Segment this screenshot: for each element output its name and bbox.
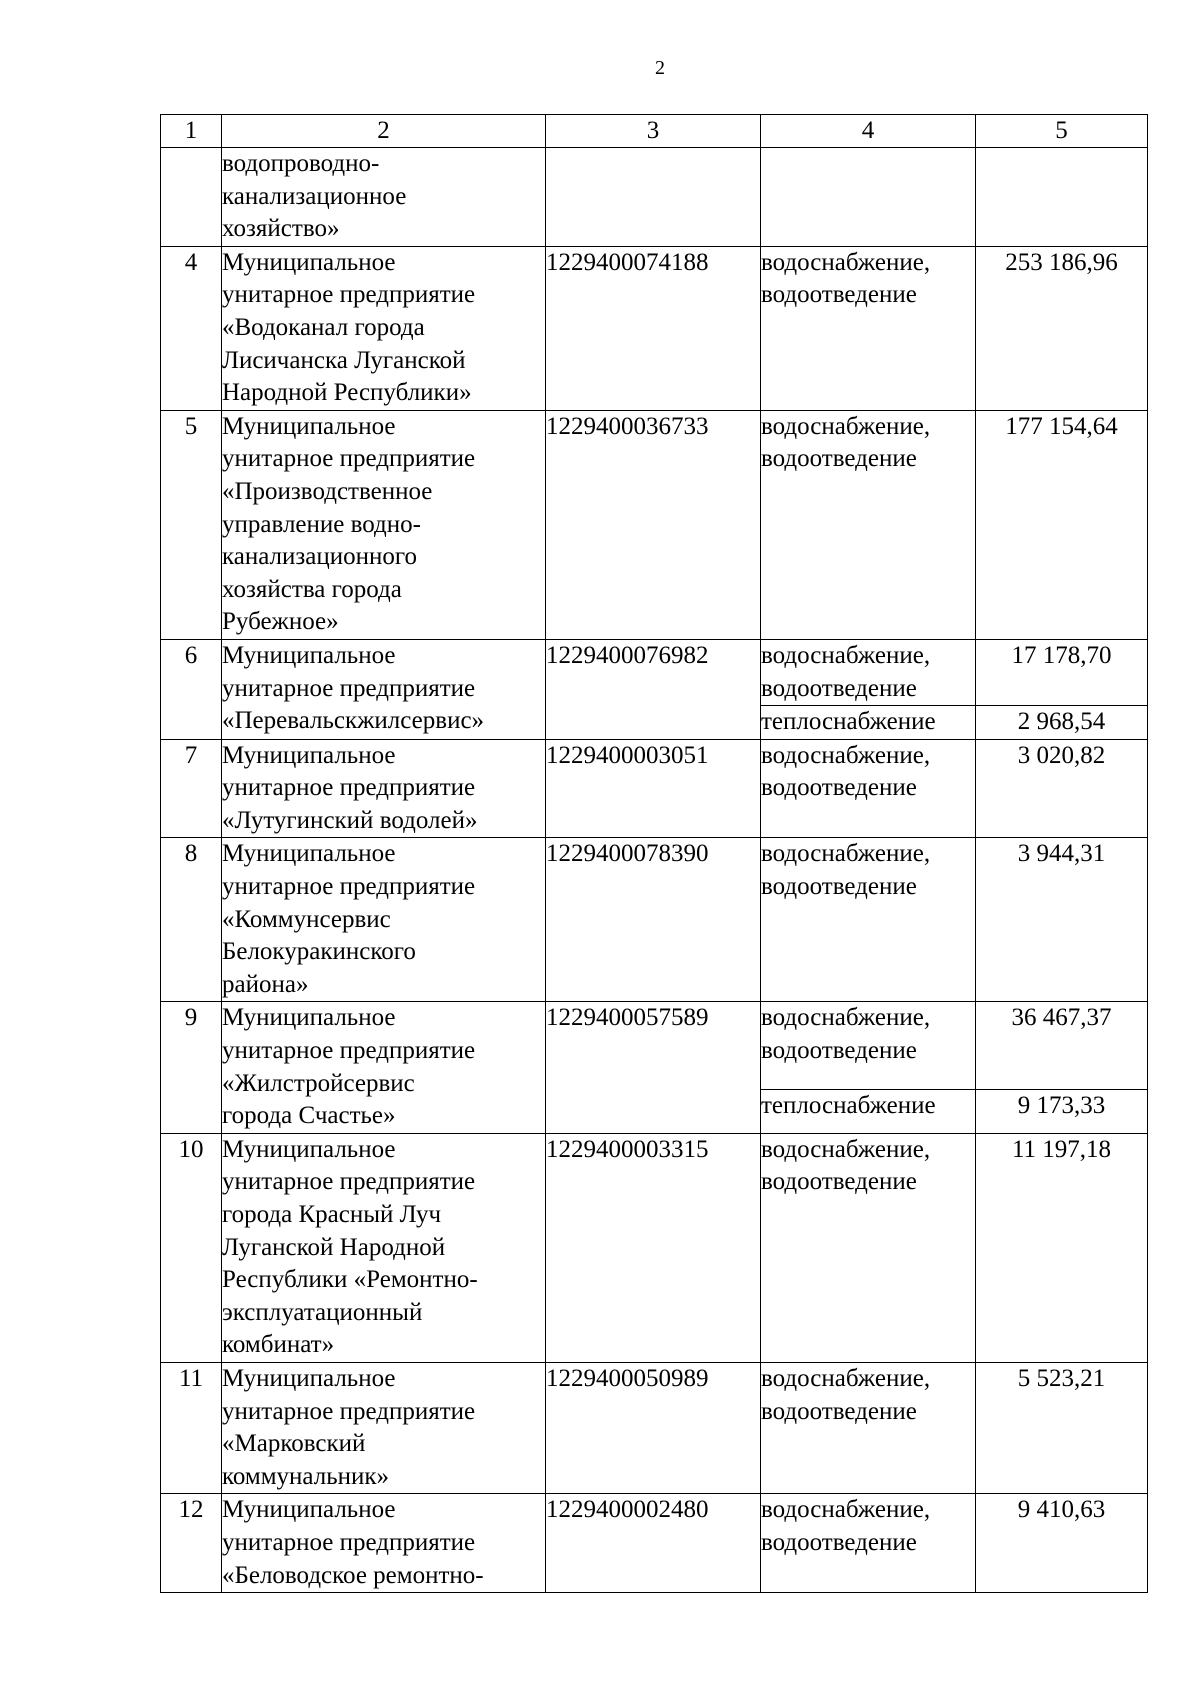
activity-type xyxy=(761,246,976,410)
ogrn-code xyxy=(546,1002,761,1133)
ogrn-code xyxy=(546,246,761,410)
ogrn-code xyxy=(546,410,761,639)
table-row xyxy=(161,838,1148,1002)
activity-type-text: теплоснабжение xyxy=(761,1091,936,1119)
enterprise-name xyxy=(222,1362,546,1493)
enterprise-name xyxy=(222,838,546,1002)
enterprise-name xyxy=(222,739,546,838)
row-number-text: 11 xyxy=(178,1364,204,1392)
ogrn-code-text: 1229400050989 xyxy=(546,1364,709,1392)
amount-value-text: 2 968,54 xyxy=(1017,708,1106,736)
amount-value-text: 177 154,64 xyxy=(1005,412,1118,440)
activity-type xyxy=(761,1002,976,1089)
activity-type-text: водоснабжение, водоотведение xyxy=(761,840,931,901)
activity-type-text: теплоснабжение xyxy=(761,708,936,736)
amount-value-text: 36 467,37 xyxy=(1011,1004,1112,1032)
amount-value xyxy=(976,1002,1148,1089)
amount-value xyxy=(976,1494,1148,1593)
activity-type xyxy=(761,1133,976,1362)
activity-type xyxy=(761,838,976,1002)
ogrn-code-text: 1229400074188 xyxy=(546,248,709,276)
row-number-text: 4 xyxy=(184,248,198,276)
row-number-text: 5 xyxy=(184,412,198,440)
amount-value-text: 11 197,18 xyxy=(1011,1135,1112,1163)
row-number-text: 10 xyxy=(178,1135,204,1163)
row-number-text: 12 xyxy=(178,1496,204,1524)
ogrn-code xyxy=(546,1362,761,1493)
table-row xyxy=(161,410,1148,639)
amount-value xyxy=(976,706,1148,740)
column-header-2: 2 xyxy=(222,115,546,148)
activity-type xyxy=(761,1494,976,1593)
row-number xyxy=(161,1362,222,1493)
column-number-header-row xyxy=(161,115,1148,148)
table-body xyxy=(161,115,1148,1593)
enterprise-name xyxy=(222,1494,546,1593)
table-row xyxy=(161,1002,1148,1089)
ogrn-code-text: 1229400003315 xyxy=(546,1135,709,1163)
table-row xyxy=(161,739,1148,838)
ogrn-code-text: 1229400057589 xyxy=(546,1004,709,1032)
enterprise-name-text: Муниципальное унитарное предприятие «Лутугинский водолей» xyxy=(222,741,478,834)
amount-value xyxy=(976,639,1148,705)
row-number-text: 9 xyxy=(184,1004,198,1032)
activity-type xyxy=(761,706,976,740)
column-header-4: 4 xyxy=(761,115,976,148)
column-header-5: 5 xyxy=(976,115,1148,148)
activity-type xyxy=(761,410,976,639)
enterprise-name xyxy=(222,639,546,739)
table-row xyxy=(161,246,1148,410)
row-number xyxy=(161,739,222,838)
column-header-3: 3 xyxy=(546,115,761,148)
row-number xyxy=(161,1002,222,1133)
amount-value xyxy=(976,1362,1148,1493)
table-row xyxy=(161,148,1148,247)
amount-value-text: 5 523,21 xyxy=(1017,1364,1106,1392)
amount-value-text: 9 173,33 xyxy=(1017,1091,1106,1119)
table-row xyxy=(161,639,1148,705)
amount-value-text: 3 020,82 xyxy=(1017,741,1106,769)
ogrn-code-text: 1229400003051 xyxy=(546,741,709,769)
amount-value-text: 3 944,31 xyxy=(1017,840,1106,868)
amount-value xyxy=(976,246,1148,410)
table-row xyxy=(161,1494,1148,1593)
column-header-1: 1 xyxy=(161,115,222,148)
ogrn-code-text: 1229400036733 xyxy=(546,412,709,440)
activity-type-text: водоснабжение, водоотведение xyxy=(761,412,931,473)
enterprise-name-text: Муниципальное унитарное предприятие «Коммунсервис Белокуракинского района» xyxy=(222,840,476,998)
amount-value xyxy=(976,1133,1148,1362)
amount-value xyxy=(976,1089,1148,1133)
ogrn-code xyxy=(546,838,761,1002)
activity-type xyxy=(761,1089,976,1133)
activity-type xyxy=(761,148,976,247)
row-number xyxy=(161,148,222,247)
activity-type xyxy=(761,1362,976,1493)
row-number xyxy=(161,838,222,1002)
ogrn-code xyxy=(546,1494,761,1593)
row-number xyxy=(161,1494,222,1593)
amount-value xyxy=(976,148,1148,247)
ogrn-code xyxy=(546,739,761,838)
ogrn-code-text: 1229400076982 xyxy=(546,641,709,669)
amount-value-text: 17 178,70 xyxy=(1011,641,1112,669)
enterprise-name xyxy=(222,1002,546,1133)
ogrn-code xyxy=(546,639,761,739)
ogrn-code xyxy=(546,148,761,247)
row-number-text: 8 xyxy=(184,840,198,868)
page-number: 2 xyxy=(655,57,665,79)
row-number-text: 7 xyxy=(184,741,198,769)
enterprise-name-text: Муниципальное унитарное предприятие «Производственное управление водно- канализационного хозяйства города Рубежное» xyxy=(222,412,476,636)
ogrn-code-text: 1229400002480 xyxy=(546,1496,709,1524)
enterprise-name xyxy=(222,1133,546,1362)
amount-value xyxy=(976,410,1148,639)
activity-type xyxy=(761,639,976,705)
enterprise-name-text: Муниципальное унитарное предприятие «Водоканал города Лисичанска Луганской Народной Республики» xyxy=(222,248,476,407)
activity-type-text: водоснабжение, водоотведение xyxy=(761,641,931,702)
enterprise-name-text: Муниципальное унитарное предприятие «Беловодское ремонтно- xyxy=(222,1496,484,1589)
table-row xyxy=(161,1133,1148,1362)
amount-value xyxy=(976,838,1148,1002)
row-number xyxy=(161,1133,222,1362)
enterprise-name-text: Муниципальное унитарное предприятие «Перевальскжилсервис» xyxy=(222,641,485,735)
enterprise-name-text: Муниципальное унитарное предприятие «Марковский коммунальник» xyxy=(222,1364,476,1490)
row-number xyxy=(161,410,222,639)
activity-type-text: водоснабжение, водоотведение xyxy=(761,1496,931,1556)
row-number xyxy=(161,639,222,739)
amount-value-text: 253 186,96 xyxy=(1005,248,1118,276)
row-number xyxy=(161,246,222,410)
ogrn-code xyxy=(546,1133,761,1362)
enterprises-table xyxy=(160,114,1148,1593)
activity-type-text: водоснабжение, водоотведение xyxy=(761,1135,931,1196)
row-number-text: 6 xyxy=(184,641,198,669)
enterprise-name-text: Муниципальное унитарное предприятие «Жилстройсервис города Счастье» xyxy=(222,1004,476,1130)
enterprise-name xyxy=(222,410,546,639)
table-row xyxy=(161,1362,1148,1493)
activity-type-text: водоснабжение, водоотведение xyxy=(761,248,931,309)
activity-type-text: водоснабжение, водоотведение xyxy=(761,741,931,802)
activity-type xyxy=(761,739,976,838)
amount-value-text: 9 410,63 xyxy=(1017,1496,1106,1524)
amount-value xyxy=(976,739,1148,838)
activity-type-text: водоснабжение, водоотведение xyxy=(761,1364,931,1425)
ogrn-code-text: 1229400078390 xyxy=(546,840,709,868)
enterprise-name-text: водопроводно- канализационное хозяйство» xyxy=(222,150,407,243)
enterprise-name xyxy=(222,148,546,247)
enterprise-name-text: Муниципальное унитарное предприятие города Красный Луч Луганской Народной Республики «Ремонтно- эксплуатационный комбинат» xyxy=(222,1135,478,1359)
enterprise-name xyxy=(222,246,546,410)
activity-type-text: водоснабжение, водоотведение xyxy=(761,1004,931,1065)
